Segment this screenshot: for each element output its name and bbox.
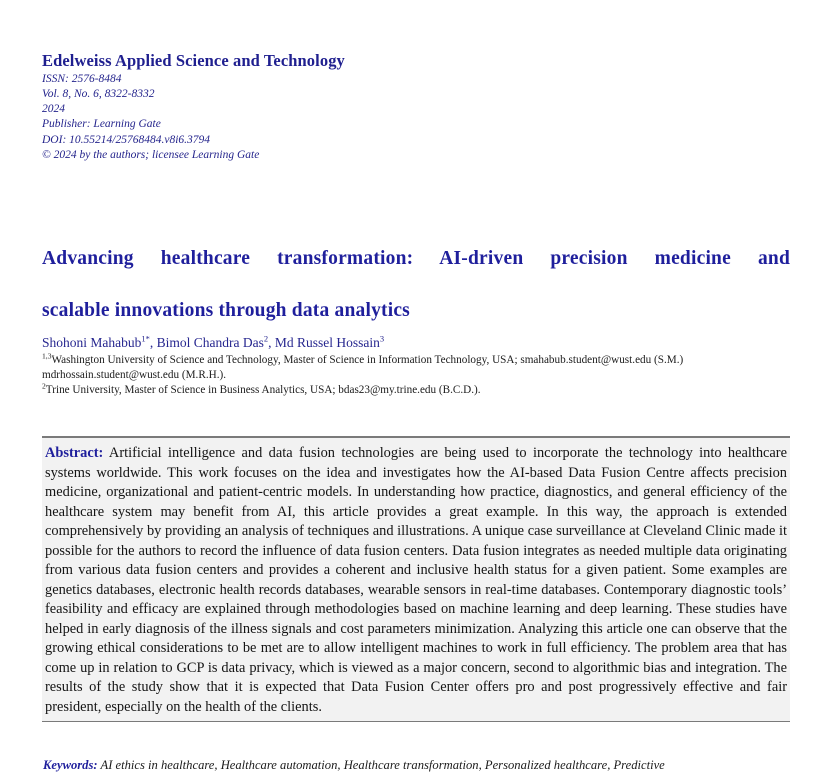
article-title — [42, 246, 790, 324]
article-title-line-1: Advancing healthcare transformation: AI-driven precision medicine and — [42, 248, 790, 269]
abstract-body: Artificial intelligence and data fusion technologies are being used to incorporate the technology into healthcare systems worldwide. This work focuses on the idea and investigates how the AI-based Data Fusion Centre affects precision medicine, organizational and patient-centric models. In understanding how practice, diagnostics, and general efficiency of the healthcare system may benefit from AI, this article provides a great example. In this way, the approach is extended comprehensively by providing an analysis of techniques and illustrations. A unique case surveillance at Cleveland Clinic made it possible for the authors to record the influence of data fusion centers. Data fusion integrates as needed multiple data originating from various data fusion centers and provides a coherent and inclusive health status for a given patient. Some examples are genetics databases, electronic health records databases, wearable sensors in real-time databases. Contemporary diagnostic tools’ feasibility and efficacy are explained through methodologies based on machine learning and deep learning. These studies have helped in early diagnosis of the illness signals and cost parameters minimization. Analyzing this article one can observe that the growing ethical considerations to be met are to allow intelligent machines to work in full efficiency. The problem area that has come up in relation to GCP is data privacy, which is viewed as a major concern, second to algorithmic bias and integration. The results of the study show that it is expected that Data Fusion Center offers pro and post progressively effective and fair president, especially on the health of the clients. — [45, 445, 787, 715]
journal-issn: ISSN: 2576-8484 — [42, 72, 122, 85]
keywords-section — [42, 757, 790, 773]
journal-masthead — [42, 52, 742, 163]
authors-block — [42, 334, 782, 398]
author-names: Shohoni Mahabub$^{1*}$, Bimol Chandra Das$^2$, Md Russel Hossain$^3$ — [42, 333, 385, 350]
affiliation-line-1: $^{1,3}$Washington University of Science and Technology, Master of Science in Information Technology, USA; smahabub.student@wust.edu (S.M.) mdrhossain.student@wust.edu (M.R.H.). — [42, 350, 684, 381]
journal-year: 2024 — [42, 103, 65, 116]
abstract-paragraph — [44, 444, 788, 717]
journal-volume-issue-pages: Vol. 8, No. 6, 8322-8332 — [42, 88, 155, 101]
keywords-label: Keywords: — [43, 758, 98, 772]
abstract-label: Abstract: — [45, 445, 104, 461]
article-title-line-2: scalable innovations through data analytics — [42, 299, 410, 321]
journal-title: Edelweiss Applied Science and Technology — [42, 51, 345, 70]
abstract-section — [42, 436, 790, 722]
article-doi: DOI: 10.55214/25768484.v8i6.3794 — [42, 133, 211, 146]
keywords-list: AI ethics in healthcare, Healthcare automation, Healthcare transformation, Personalized healthcare, Predictive — [100, 758, 665, 772]
copyright-notice: © 2024 by the authors; licensee Learning Gate — [42, 148, 260, 161]
journal-publisher: Publisher: Learning Gate — [42, 118, 161, 131]
affiliation-line-2: $^2$Trine University, Master of Science in Business Analytics, USA; bdas23@my.trine.edu (B.C.D.). — [42, 380, 481, 396]
keywords-paragraph — [42, 757, 790, 773]
